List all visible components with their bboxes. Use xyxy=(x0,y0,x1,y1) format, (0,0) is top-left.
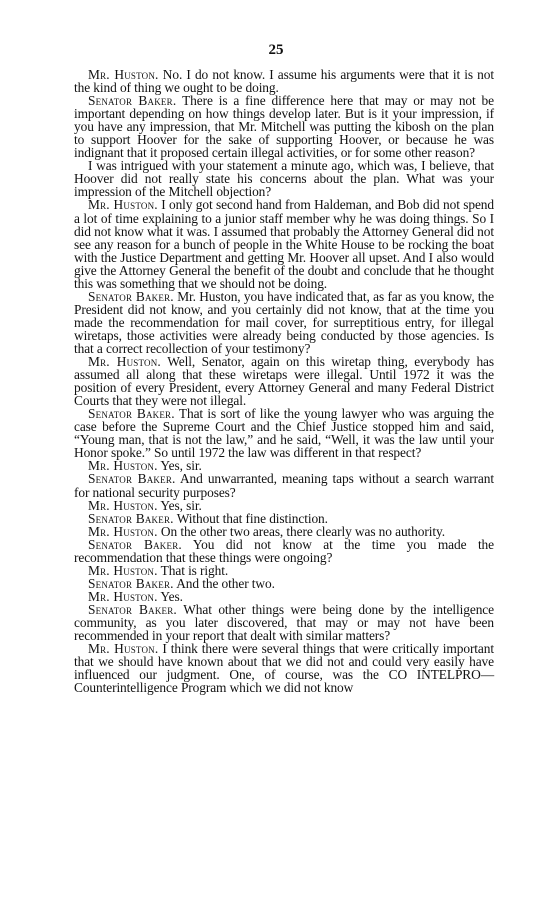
paragraph-text: I was intrigued with your statement a minute ago, which was, I believe, that Hoover did not really state his concerns about the plan. What was your impression of the Mitchell objection? xyxy=(74,158,494,200)
paragraph-text: Without that fine distinction. xyxy=(173,510,328,526)
paragraph-text: And unwarranted, meaning taps without a search warrant for national security purposes? xyxy=(74,471,494,500)
transcript-paragraph xyxy=(74,94,494,159)
transcript-paragraph xyxy=(74,159,494,198)
paragraph-text: Yes, sir. xyxy=(157,458,202,474)
transcript-paragraph xyxy=(74,472,494,498)
speaker-name: Mr. Huston. xyxy=(88,458,158,474)
speaker-name: Mr. Huston. xyxy=(88,641,159,657)
transcript-paragraph xyxy=(74,355,494,407)
speaker-name: Senator Baker. xyxy=(88,601,177,617)
paragraph-text: What other things were being done by the intelligence community, as you later discovered, that may or may not have been recommended in your report that dealt with similar matters? xyxy=(74,601,494,644)
paragraph-text: Well, Senator, again on this wiretap thing, everybody has assumed all along that these wiretaps were illegal. Until 1972 it was the position of every President, every Attorney General and many Federal District Courts that they were not illegal. xyxy=(74,354,494,409)
paragraph-text: You did not know at the time you made the recommendation that these things were ongoing? xyxy=(74,536,494,565)
speaker-name: Mr. Huston. xyxy=(88,562,158,578)
paragraph-text: Yes. xyxy=(157,588,183,604)
paragraph-text: That is sort of like the young lawyer who was arguing the case before the Supreme Court and the Chief Justice stopped him and said, “Young man, that is not the law,” and he said, “Well, it was the law until your Honor spoke.” So until 1972 the law was different in that respect? xyxy=(74,406,494,461)
page-number: 25 xyxy=(268,42,284,58)
transcript-paragraph xyxy=(74,538,494,564)
body-text xyxy=(74,68,494,694)
speaker-name: Mr. Huston. xyxy=(88,67,159,82)
paragraph-text: On the other two areas, there clearly was no authority. xyxy=(157,523,445,539)
speaker-name: Senator Baker. xyxy=(88,536,182,552)
paragraph-text: I think there were several things that were critically important that we should have known about that we did not and could very easily have influenced our judgment. One, of course, was the CO INTELPRO—Counterintelligence Program which we did not know xyxy=(74,641,494,696)
speaker-name: Senator Baker. xyxy=(88,93,177,109)
speaker-name: Senator Baker. xyxy=(88,288,174,304)
speaker-name: Senator Baker. xyxy=(88,510,174,526)
speaker-name: Mr. Huston. xyxy=(88,523,158,539)
paragraph-text: I only got second hand from Haldeman, and Bob did not spend a lot of time explaining to a junior staff member why he was doing things. So I did not know what it was. I assumed that probably the Attorney General did not see any reason for a bunch of people in the White House to be rocking the boat with the Justice Department and getting Mr. Hoover all upset. And I also would give the Attorney General the benefit of the doubt and conclude that he thought this was something that we should not be doing. xyxy=(74,197,494,291)
transcript-paragraph xyxy=(74,290,494,355)
paragraph-text: There is a fine difference here that may or may not be important depending on how things develop later. But is it your impression, if you have any impression, that Mr. Mitchell was putting the kibosh on the plan to support Hoover for the sake of supporting Hoover, or because he was indignant that it proposed certain illegal activities, or for some other reason? xyxy=(74,93,494,161)
paragraph-text: No. I do not know. I assume his arguments were that it is not the kind of thing we ought to be doing. xyxy=(74,67,494,96)
paragraph-text: Yes, sir. xyxy=(157,497,202,513)
paragraph-text: Mr. Huston, you have indicated that, as far as you know, the President did not know, and you certainly did not know, that at the time you made the recommendation for mail cover, for surreptitious entry, for illegal wiretaps, those activities were already being conducted by those agencies. Is that a correct recollection of your testimony? xyxy=(74,288,494,356)
speaker-name: Mr. Huston. xyxy=(88,354,161,370)
transcript-paragraph xyxy=(74,407,494,459)
speaker-name: Senator Baker. xyxy=(88,406,175,422)
paragraph-text: And the other two. xyxy=(173,575,275,591)
speaker-name: Senator Baker. xyxy=(88,575,174,591)
transcript-paragraph xyxy=(74,603,494,642)
speaker-name: Mr. Huston. xyxy=(88,588,158,604)
speaker-name: Mr. Huston. xyxy=(88,197,158,213)
speaker-name: Senator Baker. xyxy=(88,471,176,487)
transcript-paragraph xyxy=(74,68,494,94)
speaker-name: Mr. Huston. xyxy=(88,497,158,513)
transcript-paragraph xyxy=(74,642,494,694)
transcript-paragraph xyxy=(74,198,494,289)
paragraph-text: That is right. xyxy=(157,562,229,578)
